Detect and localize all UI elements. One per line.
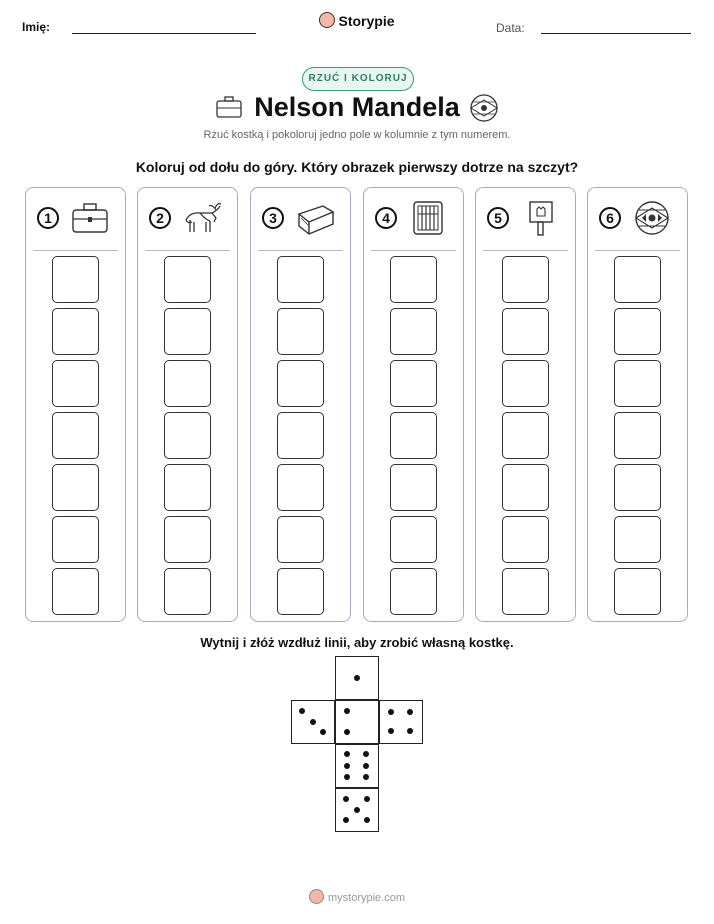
column-number: 6 xyxy=(599,207,621,229)
color-box[interactable] xyxy=(502,256,549,303)
column-2 xyxy=(137,187,238,622)
color-box[interactable] xyxy=(502,464,549,511)
color-box[interactable] xyxy=(52,360,99,407)
dice-pip xyxy=(363,763,369,769)
column-divider xyxy=(483,250,568,251)
color-box[interactable] xyxy=(164,412,211,459)
color-box[interactable] xyxy=(614,256,661,303)
color-box[interactable] xyxy=(390,360,437,407)
page-title: Nelson Mandela xyxy=(254,92,460,122)
dice-pip xyxy=(364,796,370,802)
footer xyxy=(0,889,714,904)
dice-pip xyxy=(344,774,350,780)
color-box[interactable] xyxy=(164,568,211,615)
color-box[interactable] xyxy=(52,412,99,459)
footer-url: mystorypie.com xyxy=(327,892,406,904)
column-number: 5 xyxy=(487,207,509,229)
dice-pip xyxy=(363,774,369,780)
dice-pip xyxy=(354,807,360,813)
dice-pip xyxy=(299,708,305,714)
color-box[interactable] xyxy=(614,516,661,563)
african-pattern-icon xyxy=(468,92,500,124)
color-box[interactable] xyxy=(502,412,549,459)
color-box[interactable] xyxy=(390,464,437,511)
color-box[interactable] xyxy=(164,464,211,511)
name-label: Imię: xyxy=(22,20,51,34)
column-number: 4 xyxy=(375,207,397,229)
color-box[interactable] xyxy=(502,568,549,615)
subtitle: Rzuć kostką i pokoloruj jedno pole w kolumnie z tym numerem. xyxy=(203,129,511,141)
color-box[interactable] xyxy=(614,464,661,511)
color-box[interactable] xyxy=(390,308,437,355)
color-box[interactable] xyxy=(52,568,99,615)
color-box[interactable] xyxy=(52,516,99,563)
color-box[interactable] xyxy=(52,464,99,511)
dice-face xyxy=(335,656,379,700)
color-box[interactable] xyxy=(502,360,549,407)
brand-logo xyxy=(0,12,714,29)
dice-pip xyxy=(344,729,350,735)
dice-face xyxy=(291,700,335,744)
color-box[interactable] xyxy=(277,412,324,459)
cut-instruction: Wytnij i złóż wzdłuż linii, aby zrobić własną kostkę. xyxy=(200,635,514,650)
column-divider xyxy=(145,250,230,251)
color-box[interactable] xyxy=(277,256,324,303)
color-box[interactable] xyxy=(502,308,549,355)
color-box[interactable] xyxy=(164,360,211,407)
dice-pip xyxy=(343,817,349,823)
color-box[interactable] xyxy=(614,308,661,355)
column-5 xyxy=(475,187,576,622)
color-box[interactable] xyxy=(277,568,324,615)
dice-pip xyxy=(388,709,394,715)
dice-pip xyxy=(344,751,350,757)
date-label: Data: xyxy=(496,21,525,35)
protest-sign-icon xyxy=(520,200,560,236)
dice-pip xyxy=(388,728,394,734)
instruction: Koloruj od dołu do góry. Który obrazek pierwszy dotrze na szczyt? xyxy=(135,159,579,175)
color-box[interactable] xyxy=(614,360,661,407)
name-line xyxy=(72,33,256,34)
color-box[interactable] xyxy=(164,308,211,355)
color-box[interactable] xyxy=(390,568,437,615)
color-box[interactable] xyxy=(277,360,324,407)
column-number: 2 xyxy=(149,207,171,229)
dice-pip xyxy=(344,708,350,714)
african-pattern-icon xyxy=(632,200,672,236)
color-box[interactable] xyxy=(390,516,437,563)
dice-pip xyxy=(343,796,349,802)
column-divider xyxy=(33,250,118,251)
column-number: 1 xyxy=(37,207,59,229)
dice-pip xyxy=(364,817,370,823)
dice-pip xyxy=(407,728,413,734)
book-icon xyxy=(295,200,335,236)
color-box[interactable] xyxy=(277,516,324,563)
color-box[interactable] xyxy=(614,568,661,615)
dice-face xyxy=(379,700,423,744)
color-box[interactable] xyxy=(277,308,324,355)
color-box[interactable] xyxy=(52,308,99,355)
color-box[interactable] xyxy=(502,516,549,563)
dice-pip xyxy=(363,751,369,757)
color-box[interactable] xyxy=(277,464,324,511)
color-box[interactable] xyxy=(614,412,661,459)
column-divider xyxy=(371,250,456,251)
dice-pip xyxy=(407,709,413,715)
dice-pip xyxy=(344,763,350,769)
color-box[interactable] xyxy=(52,256,99,303)
column-6 xyxy=(587,187,688,622)
storypie-bear-icon xyxy=(319,12,335,28)
ox-icon xyxy=(182,200,222,236)
color-box[interactable] xyxy=(390,412,437,459)
color-box[interactable] xyxy=(164,516,211,563)
column-4 xyxy=(363,187,464,622)
dice-face xyxy=(335,788,379,832)
dice-face xyxy=(335,700,379,744)
storypie-bear-icon xyxy=(309,889,324,904)
column-1 xyxy=(25,187,126,622)
column-3 xyxy=(250,187,351,622)
briefcase-icon xyxy=(70,200,110,236)
dice-pip xyxy=(320,729,326,735)
column-divider xyxy=(258,250,343,251)
date-line xyxy=(541,33,691,34)
dice-face xyxy=(335,744,379,788)
dice-pip xyxy=(310,719,316,725)
color-box[interactable] xyxy=(164,256,211,303)
column-number: 3 xyxy=(262,207,284,229)
activity-badge: RZUĆ I KOLORUJ xyxy=(302,67,414,91)
color-box[interactable] xyxy=(390,256,437,303)
prison-cell-icon xyxy=(408,200,448,236)
brand-name: Storypie xyxy=(338,13,395,29)
column-divider xyxy=(595,250,680,251)
dice-pip xyxy=(354,675,360,681)
